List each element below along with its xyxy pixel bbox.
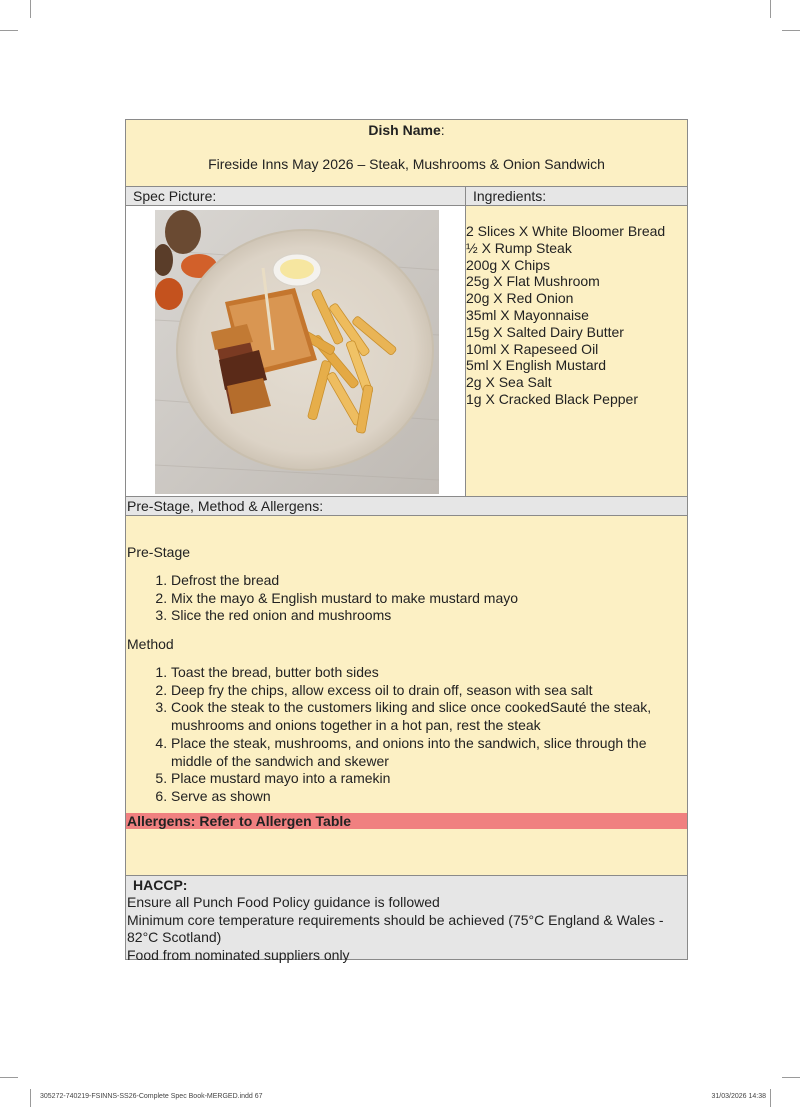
- spec-picture-cell: [126, 206, 466, 497]
- method-header: Pre-Stage, Method & Allergens:: [126, 497, 687, 516]
- spec-sheet: [125, 119, 688, 963]
- crop-mark: [0, 1077, 18, 1078]
- haccp-line: Minimum core temperature requirements should be achieved (75°C England & Wales - 82°C Scotland): [127, 911, 664, 946]
- prestage-title: Pre-Stage: [127, 544, 191, 560]
- ingredient-item: 15g X Salted Dairy Butter: [466, 323, 624, 340]
- prestage-step: 3. Slice the red onion and mushrooms: [171, 607, 687, 625]
- haccp-line: Ensure all Punch Food Policy guidance is followed: [127, 894, 440, 911]
- dish-name-label-colon: :: [440, 122, 445, 138]
- ingredients-header: Ingredients:: [466, 187, 687, 206]
- ingredient-item: 1g X Cracked Black Pepper: [466, 390, 638, 407]
- orange-slice-decoration: [155, 278, 183, 310]
- dish-name-label: [126, 122, 687, 138]
- dish-photo: [155, 210, 439, 494]
- mustard-mayo-icon: [280, 259, 314, 279]
- allergens-note: Allergens: Refer to Allergen Table: [126, 813, 687, 829]
- haccp-title: HACCP:: [133, 877, 188, 893]
- method-step: 2. Deep fry the chips, allow excess oil to drain off, season with sea salt: [171, 682, 687, 700]
- pine-cone-decoration: [165, 210, 201, 254]
- method-title: Method: [127, 636, 174, 652]
- ingredient-item: ½ X Rump Steak: [466, 239, 572, 256]
- crop-mark: [782, 1077, 800, 1078]
- crop-mark: [30, 1089, 31, 1107]
- method-step: 4. Place the steak, mushrooms, and onions into the sandwich, slice through the middle of the sandwich and skewer: [171, 735, 687, 770]
- method-step: 3. Cook the steak to the customers liking and slice once cookedSauté the steak, mushrooms and onions together in a hot pan, rest the steak: [171, 699, 687, 734]
- prestage-list: [126, 572, 687, 625]
- ingredient-item: 25g X Flat Mushroom: [466, 273, 600, 290]
- spec-picture-header: Spec Picture:: [126, 187, 466, 206]
- footer-date: 31/03/2026 14:38: [711, 1093, 766, 1100]
- prestage-step: 2. Mix the mayo & English mustard to make mustard mayo: [171, 590, 687, 608]
- ingredient-item: 5ml X English Mustard: [466, 357, 607, 374]
- haccp-line: Food from nominated suppliers only: [127, 946, 350, 963]
- dish-name-section: [126, 120, 687, 187]
- crop-mark: [0, 30, 18, 31]
- ingredient-item: 20g X Red Onion: [466, 290, 574, 307]
- crop-mark: [782, 30, 800, 31]
- crop-mark: [770, 1089, 771, 1107]
- crop-mark: [30, 0, 31, 18]
- dish-name-label-text: Dish Name: [368, 122, 441, 138]
- method-step: 1. Toast the bread, butter both sides: [171, 664, 687, 682]
- haccp-section: [126, 876, 687, 963]
- ingredient-item: 200g X Chips: [466, 256, 551, 273]
- ingredient-item: 2 Slices X White Bloomer Bread: [466, 223, 666, 239]
- method-step: 5. Place mustard mayo into a ramekin: [171, 770, 687, 788]
- ingredient-item: 2g X Sea Salt: [466, 374, 552, 391]
- ingredient-item: 10ml X Rapeseed Oil: [466, 340, 599, 357]
- footer-file-info: 305272-740219-FSINNS-SS26-Complete Spec Book-MERGED.indd 67: [40, 1093, 263, 1100]
- crop-mark: [770, 0, 771, 18]
- method-step: 6. Serve as shown: [171, 788, 687, 806]
- prestage-step: 1. Defrost the bread: [171, 572, 687, 590]
- method-section: [126, 516, 687, 876]
- ingredient-item: 35ml X Mayonnaise: [466, 306, 589, 323]
- ingredients-list: [466, 206, 687, 497]
- method-list: [126, 664, 687, 806]
- dish-name: Fireside Inns May 2026 – Steak, Mushrooms & Onion Sandwich: [208, 156, 605, 172]
